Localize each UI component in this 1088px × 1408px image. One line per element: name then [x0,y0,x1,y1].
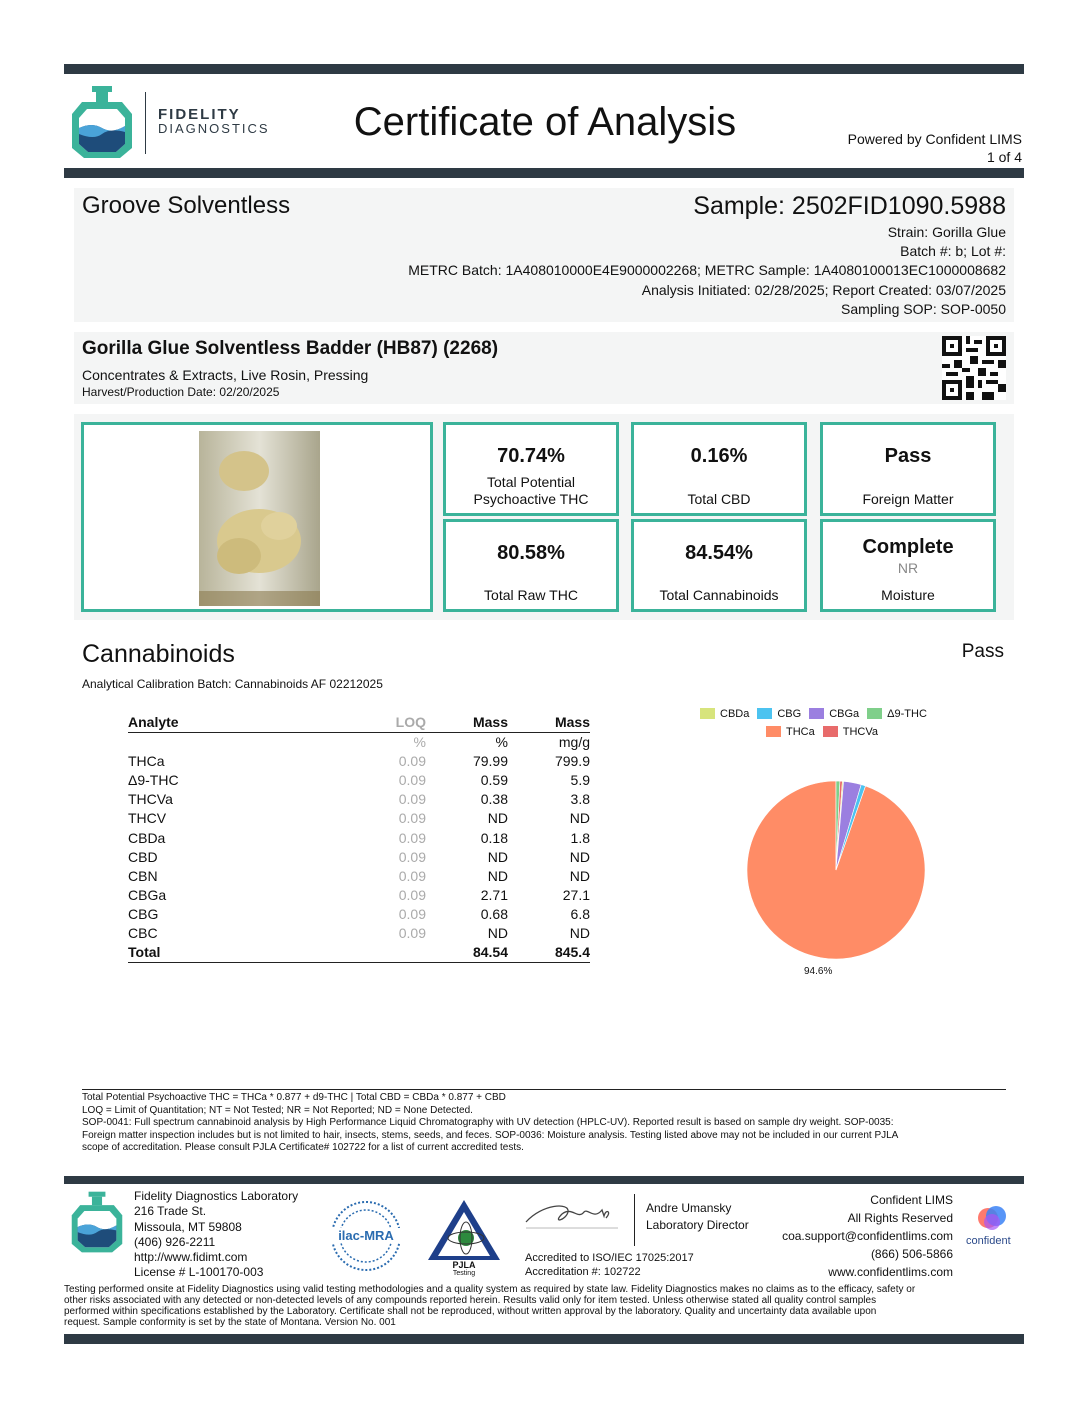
mass-pct-cell: 0.59 [480,771,508,788]
mass-mgg-cell: 5.9 [570,771,590,788]
loq-cell: 0.09 [398,848,426,865]
confident-website-link[interactable]: www.confidentlims.com [828,1265,953,1279]
lab-name: Fidelity Diagnostics Laboratory [134,1189,299,1203]
table-row [128,905,590,924]
analyte-cell: CBC [128,925,158,942]
table-row [128,790,590,809]
mass-pct-cell: 0.38 [480,791,508,808]
top-bar [64,64,1024,74]
summary-tile-moisture [820,519,996,612]
lab-street: 216 Trade St. [134,1204,207,1219]
fidelity-footer-logo-icon [70,1190,124,1254]
note-line: scope of accreditation. Please consult PJLA Certificate# 102722 for a list of current accredited tests. [82,1142,524,1153]
director-title: Laboratory Director [646,1218,749,1232]
loq-cell: 0.09 [398,810,426,827]
accreditation-number: Accreditation #: 102722 [525,1266,641,1278]
footer-bar [64,1176,1024,1184]
table-row [128,847,590,866]
client-name: Groove Solventless [82,192,291,219]
mass-mgg-cell: 799.9 [554,752,590,769]
foreign-matter-label: Foreign Matter [862,491,954,507]
mass-pct-cell: ND [487,810,508,827]
legend-item [700,708,749,720]
confident-rights: All Rights Reserved [847,1211,953,1225]
legend-swatch [867,708,882,719]
summary-tile-total-cbd [631,422,807,516]
sampling-sop: Sampling SOP: SOP-0050 [841,301,1006,317]
legend-item [766,726,815,738]
mass-pct-cell: 79.99 [472,752,508,769]
total-loq [348,943,426,962]
confident-logo-icon [976,1202,1008,1234]
table-row [128,770,590,789]
table-row [128,809,590,828]
product-name: Gorilla Glue Solventless Badder (HB87) (2268) [82,338,499,359]
loq-cell: 0.09 [398,752,426,769]
calibration-batch: Analytical Calibration Batch: Cannabinoids AF 02212025 [82,677,383,691]
table-row [128,751,590,770]
total-label: Total [128,943,348,962]
table-units-row [128,732,590,751]
legend-item [823,726,878,738]
note-line: Total Potential Psychoactive THC = THCa * 0.877 + d9-THC | Total CBD = CBDa * 0.877 + CBD [82,1092,506,1103]
mass-mgg-cell: 6.8 [570,906,590,923]
legend-item [867,708,927,720]
analyte-cell: CBG [128,906,159,923]
analyte-cell: CBN [128,867,158,884]
unit-cell: % [413,733,426,750]
accredited-iso: Accredited to ISO/IEC 17025:2017 [525,1252,694,1264]
ilac-text: ilac-MRA [330,1228,402,1243]
cannabinoids-status: Pass [961,641,1004,662]
total-cannabinoids-label: Total Cannabinoids [659,587,779,603]
summary-tile-foreign-matter [820,422,996,516]
product-category: Concentrates & Extracts, Live Rosin, Pressing [82,367,369,383]
sample-id: Sample: 2502FID1090.5988 [693,192,1006,220]
bottom-bar [64,1334,1024,1344]
sample-photo-frame [81,422,433,612]
confident-logo-text: confident [966,1235,1011,1247]
harvest-date: Harvest/Production Date: 02/20/2025 [82,385,280,399]
loq-cell: 0.09 [398,829,426,846]
table-total-row [128,943,590,962]
mass-pct-cell: ND [487,925,508,942]
director-name: Andre Umansky [646,1201,732,1215]
chart-legend [700,706,980,742]
legend-swatch [809,708,824,719]
lab-website-link[interactable]: http://www.fidimt.com [134,1250,248,1265]
disclaimer-line: Testing performed onsite at Fidelity Diagnostics using valid testing methodologies and a quality system as required by state law. Fidelity Diagnostics makes no claims as to the efficacy, safety or [64,1284,916,1295]
pjla-sub: Testing [452,1270,476,1277]
qr-code-icon[interactable] [942,336,1006,400]
summary-tile-total-thc [443,422,619,516]
total-cbd-value: 0.16% [690,445,748,467]
col-mass-pct: Mass [426,713,508,732]
sample-photo [199,431,320,606]
lab-phone: (406) 926-2211 [134,1234,216,1249]
mass-mgg-cell: 3.8 [570,791,590,808]
cannabinoid-pie-chart [736,770,936,970]
batch-lot: Batch #: b; Lot #: [900,243,1006,259]
mass-mgg-cell: 1.8 [570,829,590,846]
analyte-cell: CBGa [128,887,167,904]
logo-divider [145,92,146,154]
cannabinoids-title: Cannabinoids [82,640,235,668]
col-mass-mgg: Mass [508,713,590,732]
foreign-matter-value: Pass [884,445,932,467]
note-line: Foreign matter inspection includes but is not limited to hair, insects, stems, seeds, and feces. SOP-0036: Moisture analysis. Testing listed above may not be included in our current PJLA [82,1129,899,1141]
confident-email-link[interactable]: coa.support@confidentlims.com [782,1229,953,1243]
note-line: LOQ = Limit of Quantitation; NT = Not Tested; NR = Not Reported; ND = None Detected. [82,1104,473,1116]
legend-label: THCa [786,725,815,738]
legend-item [757,708,801,720]
total-mass-pct: 84.54 [426,943,508,962]
ilac-mra-logo [330,1200,402,1272]
loq-cell: 0.09 [398,925,426,942]
moisture-sub: NR [897,560,919,576]
legend-swatch [700,708,715,719]
raw-thc-label: Total Raw THC [484,587,578,603]
mass-mgg-cell: ND [569,848,590,865]
metrc-info: METRC Batch: 1A408010000E4E9000002268; METRC Sample: 1A4080100013EC1000008682 [408,262,1006,278]
disclaimer [64,1284,1024,1328]
mass-pct-cell: 0.68 [480,906,508,923]
logo-text-diagnostics: DIAGNOSTICS [158,121,270,136]
loq-cell: 0.09 [398,906,426,923]
loq-cell: 0.09 [398,867,426,884]
analyte-cell: Δ9-THC [128,771,179,788]
unit-cell: % [495,733,508,750]
table-header-row [128,713,590,732]
total-cbd-label: Total CBD [687,491,751,507]
disclaimer-line: performed within specifications established by the Laboratory. Certificate shall not be reproduced, without written approval by the laboratory. Quality and uncertainty data available upon [64,1306,877,1317]
analyte-cell: CBDa [128,829,166,846]
summary-tile-total-cannabinoids [631,519,807,612]
signature-divider [634,1194,635,1246]
legend-swatch [757,708,772,719]
raw-thc-value: 80.58% [497,542,565,564]
loq-cell: 0.09 [398,771,426,788]
legend-row [700,706,980,724]
unit-cell: mg/g [558,733,590,750]
mass-mgg-cell: ND [569,925,590,942]
col-loq: LOQ [348,713,426,732]
moisture-label: Moisture [881,587,935,603]
col-analyte: Analyte [128,713,348,732]
analyte-cell: THCV [128,810,167,827]
total-thc-label: Total Potential Psychoactive THC [473,474,589,507]
mass-mgg-cell: ND [569,867,590,884]
legend-label: THCVa [842,725,878,738]
mass-mgg-cell: 27.1 [562,887,590,904]
pjla-logo [426,1198,502,1278]
analyte-cell: THCa [128,752,165,769]
analyte-cell: CBD [128,848,158,865]
mass-pct-cell: ND [487,848,508,865]
total-cannabinoids-value: 84.54% [685,542,753,564]
total-mass-mgg: 845.4 [508,943,590,962]
mass-pct-cell: 2.71 [480,887,508,904]
disclaimer-line: request. Sample conformity is set by the state of Montana. Version No. 001 [64,1317,396,1328]
disclaimer-line: other risks associated with any detected or non-detected levels of any compounds reported herein. Results valid only for item tested. Unless otherwise stated all quality control samples [64,1295,877,1306]
lab-license: License # L-100170-003 [134,1265,264,1280]
loq-cell: 0.09 [398,791,426,808]
loq-cell: 0.09 [398,887,426,904]
mass-pct-cell: 0.18 [480,829,508,846]
lab-city: Missoula, MT 59808 [134,1219,242,1234]
notes-divider [82,1089,1006,1090]
unit-cell [128,732,348,751]
notes-block [82,1092,1006,1155]
legend-label: CBG [777,707,802,720]
table-row [128,828,590,847]
analysis-dates: Analysis Initiated: 02/28/2025; Report Created: 03/07/2025 [641,282,1006,298]
legend-label: CBGa [829,707,860,720]
legend-swatch [823,726,838,737]
powered-by: Powered by Confident LIMS [847,131,1022,147]
table-row [128,866,590,885]
total-thc-value: 70.74% [497,445,565,467]
cannabinoids-table [128,713,590,963]
page-number: 1 of 4 [986,149,1022,165]
note-line: SOP-0041: Full spectrum cannabinoid analysis by High Performance Liquid Chromatography with UV detection (HPLC-UV). Reported result is based on sample dry weight. SOP-0035: [82,1117,894,1128]
signature-image [522,1198,622,1232]
mass-pct-cell: ND [487,867,508,884]
analyte-cell: THCVa [128,791,173,808]
header-bar [64,168,1024,178]
legend-swatch [766,726,781,737]
mass-mgg-cell: ND [569,810,590,827]
pjla-text: PJLA [452,1260,476,1270]
legend-label: CBDa [720,707,750,720]
strain: Strain: Gorilla Glue [887,224,1006,240]
legend-row [700,724,980,742]
page-title: Certificate of Analysis [353,100,737,144]
legend-label: Δ9-THC [887,707,927,720]
fidelity-logo-icon [70,84,134,160]
table-row [128,924,590,943]
moisture-value: Complete [862,536,954,558]
confident-contact [782,1191,953,1281]
pjla-triangle-icon [426,1198,502,1262]
pie-data-label: 94.6% [804,966,833,977]
summary-tile-raw-thc [443,519,619,612]
logo-text-fidelity: FIDELITY [158,106,241,123]
confident-name: Confident LIMS [870,1193,953,1207]
confident-phone: (866) 506-5866 [870,1247,953,1261]
legend-item [809,708,859,720]
table-row [128,886,590,905]
lab-address [134,1189,298,1281]
